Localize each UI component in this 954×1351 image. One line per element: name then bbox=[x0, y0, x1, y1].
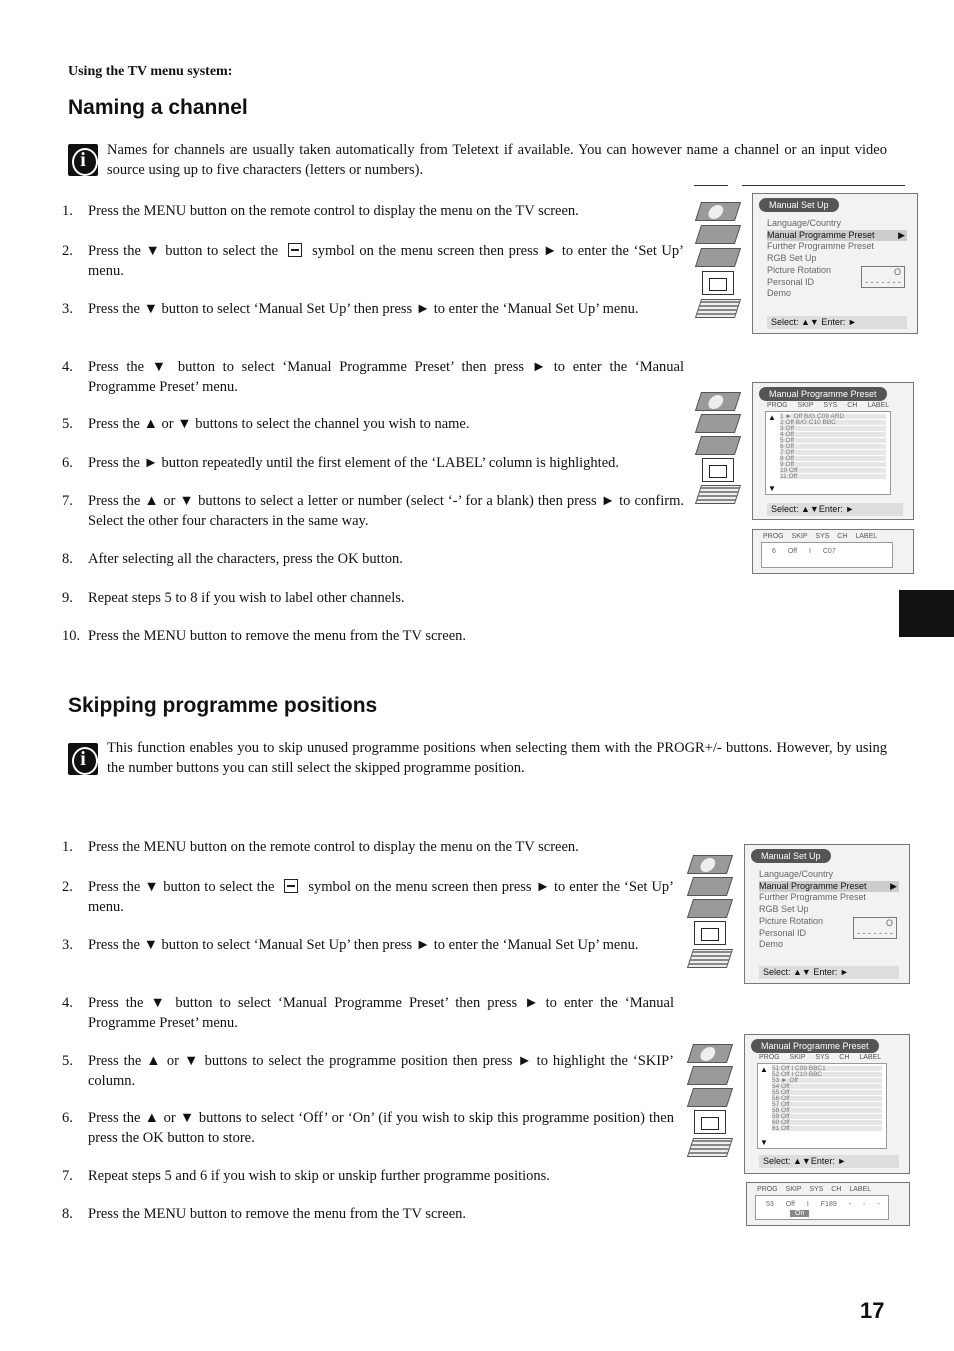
list-item: 1. Press the MENU button on the remote control to display the menu on the TV screen. bbox=[62, 203, 579, 219]
list-item: 2. Press the ▼ button to select the symbol on the menu screen then press ► to enter the ‘Set Up’ menu. bbox=[62, 243, 684, 279]
toolbox-icon bbox=[694, 1110, 726, 1134]
table-row: 9 Off bbox=[780, 462, 886, 467]
person-icon bbox=[695, 392, 741, 411]
menu-item: Personal ID bbox=[767, 276, 815, 287]
column-headers: PROG SKIP SYS CH LABEL bbox=[767, 402, 890, 409]
list-item: 8. After selecting all the characters, press the OK button. bbox=[62, 551, 403, 567]
select-hint: Select: ▲▼Enter: ► bbox=[759, 1155, 899, 1168]
list-item: 2. Press the ▼ button to select the symbol on the menu screen then press ► to enter the ‘Set Up’ menu. bbox=[62, 879, 674, 915]
value-box: O - - - - - - - bbox=[853, 917, 897, 939]
divider bbox=[742, 185, 905, 186]
menu-list bbox=[759, 869, 899, 951]
table-row: 59 Off bbox=[772, 1114, 882, 1119]
naming-intro: Names for channels are usually taken automatically from Teletext if available. You can however name a channel or an input video source using up to five characters (letters or numbers). bbox=[107, 142, 887, 178]
menu-item: Picture Rotation O - - - - - - - bbox=[759, 916, 899, 928]
setup-toolbox-icon bbox=[284, 879, 298, 893]
list-item: 3. Press the ▼ button to select ‘Manual Set Up’ then press ► to enter the ‘Manual Set Up’ menu. bbox=[62, 937, 639, 953]
skipping-title: Skipping programme positions bbox=[68, 694, 378, 717]
menu-item: Language/Country bbox=[767, 218, 842, 228]
menu-title: Manual Set Up bbox=[759, 198, 839, 212]
table-row: 8 Off bbox=[780, 456, 886, 461]
table-row: 60 Off bbox=[772, 1120, 882, 1125]
select-hint: Select: ▲▼ Enter: ► bbox=[759, 966, 899, 979]
person-icon bbox=[687, 1044, 733, 1063]
menu-title: Manual Set Up bbox=[751, 849, 831, 863]
table-row: 10 Off bbox=[780, 468, 886, 473]
person-icon bbox=[687, 855, 733, 874]
features-icon bbox=[687, 1088, 733, 1107]
menu-item: Further Programme Preset bbox=[759, 892, 867, 903]
section-tab bbox=[899, 590, 954, 637]
skip-edit-strip bbox=[746, 1182, 910, 1226]
strip-row: 53 Off I F189 - - - On bbox=[755, 1195, 889, 1220]
strip-row: 6 Off I C07 bbox=[761, 542, 893, 568]
menu-item: Further Programme Preset bbox=[767, 241, 875, 252]
teletext-icon bbox=[695, 485, 741, 504]
info-icon: i bbox=[68, 743, 98, 775]
list-item: 4. Press the ▼ button to select ‘Manual Programme Preset’ then press ► to enter the ‘Manual Programme Preset’ menu. bbox=[62, 359, 684, 395]
table-row: 2 Off B/G C10 BBC bbox=[780, 420, 886, 425]
menu-item: Language/Country bbox=[759, 869, 834, 879]
right-arrow-icon: ▶ bbox=[898, 229, 905, 240]
column-headers: PROG SKIP SYS CH LABEL bbox=[763, 533, 878, 540]
table-row: 5 Off bbox=[780, 438, 886, 443]
right-arrow-icon: ▶ bbox=[890, 880, 897, 891]
value-box: O - - - - - - - bbox=[861, 266, 905, 288]
info-icon: i bbox=[68, 144, 98, 176]
column-headers: PROG SKIP SYS CH LABEL bbox=[757, 1186, 872, 1193]
list-item: 7. Press the ▲ or ▼ buttons to select a letter or number (select ‘-’ for a blank) then press ► to confirm. Select the other four characters in the same way. bbox=[62, 493, 684, 529]
music-note-icon bbox=[695, 225, 741, 244]
down-arrow-icon: ▼ bbox=[768, 484, 776, 493]
list-item: 7. Repeat steps 5 and 6 if you wish to skip or unskip further programme positions. bbox=[62, 1168, 550, 1184]
menu-list bbox=[767, 218, 907, 300]
menu-item: RGB Set Up bbox=[767, 253, 817, 264]
column-headers: PROG SKIP SYS CH LABEL bbox=[759, 1054, 882, 1061]
table-row: 11 Off bbox=[780, 474, 886, 479]
menu-item: Demo bbox=[767, 288, 792, 299]
list-item: 5. Press the ▲ or ▼ buttons to select the programme position then press ► to highlight the ‘SKIP’ column. bbox=[62, 1053, 674, 1089]
list-item: 4. Press the ▼ button to select ‘Manual Programme Preset’ then press ► to enter the ‘Manual Programme Preset’ menu. bbox=[62, 995, 674, 1031]
table-row: 52 Off I C10 BBC bbox=[772, 1072, 882, 1077]
menu-item-selected: Manual Programme Preset ▶ bbox=[759, 880, 897, 891]
up-arrow-icon: ▲ bbox=[768, 413, 776, 422]
menu-title: Manual Programme Preset bbox=[751, 1039, 879, 1053]
toolbox-icon bbox=[702, 458, 734, 482]
features-icon bbox=[695, 248, 741, 267]
programme-preset-screen bbox=[752, 382, 914, 520]
list-item: 6. Press the ► button repeatedly until the first element of the ‘LABEL’ column is highlighted. bbox=[62, 455, 620, 471]
skipping-intro: This function enables you to skip unused programme positions when selecting them with the PROGR+/- buttons. However, by using the number buttons you can still select the skipped programme position. bbox=[107, 740, 887, 776]
table-row: 51 Off I C09 BBC1 bbox=[772, 1066, 882, 1071]
features-icon bbox=[687, 899, 733, 918]
music-note-icon bbox=[687, 877, 733, 896]
table-row: 7 Off bbox=[780, 450, 886, 455]
menu-item: Personal ID bbox=[759, 927, 807, 938]
up-arrow-icon: ▲ bbox=[760, 1065, 768, 1074]
list-item: 1. Press the MENU button on the remote control to display the menu on the TV screen. bbox=[62, 839, 579, 855]
programme-preset-screen bbox=[744, 1034, 910, 1174]
toolbox-icon bbox=[694, 921, 726, 945]
manual-setup-screen bbox=[744, 844, 910, 984]
person-icon bbox=[695, 202, 741, 221]
music-note-icon bbox=[687, 1066, 733, 1085]
table-row: 61 Off bbox=[772, 1126, 882, 1131]
teletext-icon bbox=[687, 949, 733, 968]
list-item: 9. Repeat steps 5 to 8 if you wish to label other channels. bbox=[62, 590, 405, 606]
table-row: 53 ► Off bbox=[772, 1078, 882, 1083]
toolbox-icon bbox=[702, 271, 734, 295]
table-row: 57 Off bbox=[772, 1102, 882, 1107]
table-row: 1 ► Off B/G C09 ARD bbox=[780, 414, 886, 419]
music-note-icon bbox=[695, 414, 741, 433]
table-row: 58 Off bbox=[772, 1108, 882, 1113]
naming-title: Naming a channel bbox=[68, 96, 248, 119]
down-arrow-icon: ▼ bbox=[760, 1138, 768, 1147]
menu-title: Manual Programme Preset bbox=[759, 387, 887, 401]
list-item: 5. Press the ▲ or ▼ buttons to select the channel you wish to name. bbox=[62, 416, 470, 432]
list-item: 8. Press the MENU button to remove the menu from the TV screen. bbox=[62, 1206, 466, 1222]
list-item: 6. Press the ▲ or ▼ buttons to select ‘Off’ or ‘On’ (if you wish to skip this programme position) then press the OK button to store. bbox=[62, 1110, 674, 1146]
teletext-icon bbox=[687, 1138, 733, 1157]
select-hint: Select: ▲▼Enter: ► bbox=[767, 503, 903, 516]
table-row: 3 Off bbox=[780, 426, 886, 431]
menu-item: Picture Rotation O - - - - - - - bbox=[767, 265, 907, 277]
menu-item: RGB Set Up bbox=[759, 904, 809, 915]
table-row: 4 Off bbox=[780, 432, 886, 437]
table-row: 6 Off bbox=[780, 444, 886, 449]
manual-setup-screen bbox=[752, 193, 918, 334]
section-label: Using the TV menu system: bbox=[68, 64, 233, 79]
menu-item-selected: Manual Programme Preset ▶ bbox=[767, 229, 905, 240]
label-edit-strip bbox=[752, 529, 914, 574]
skip-on-option: On bbox=[790, 1210, 809, 1217]
divider bbox=[694, 185, 728, 186]
table-row: 55 Off bbox=[772, 1090, 882, 1095]
preset-table bbox=[757, 1063, 887, 1149]
list-item: 3. Press the ▼ button to select ‘Manual Set Up’ then press ► to enter the ‘Manual Set Up’ menu. bbox=[62, 301, 639, 317]
table-row: 54 Off bbox=[772, 1084, 882, 1089]
preset-table bbox=[765, 411, 891, 495]
setup-toolbox-icon bbox=[288, 243, 302, 257]
page-number: 17 bbox=[860, 1298, 885, 1323]
menu-item: Demo bbox=[759, 939, 784, 950]
select-hint: Select: ▲▼ Enter: ► bbox=[767, 316, 907, 329]
list-item: 10. Press the MENU button to remove the menu from the TV screen. bbox=[62, 628, 466, 644]
table-row: 56 Off bbox=[772, 1096, 882, 1101]
features-icon bbox=[695, 436, 741, 455]
teletext-icon bbox=[695, 299, 741, 318]
